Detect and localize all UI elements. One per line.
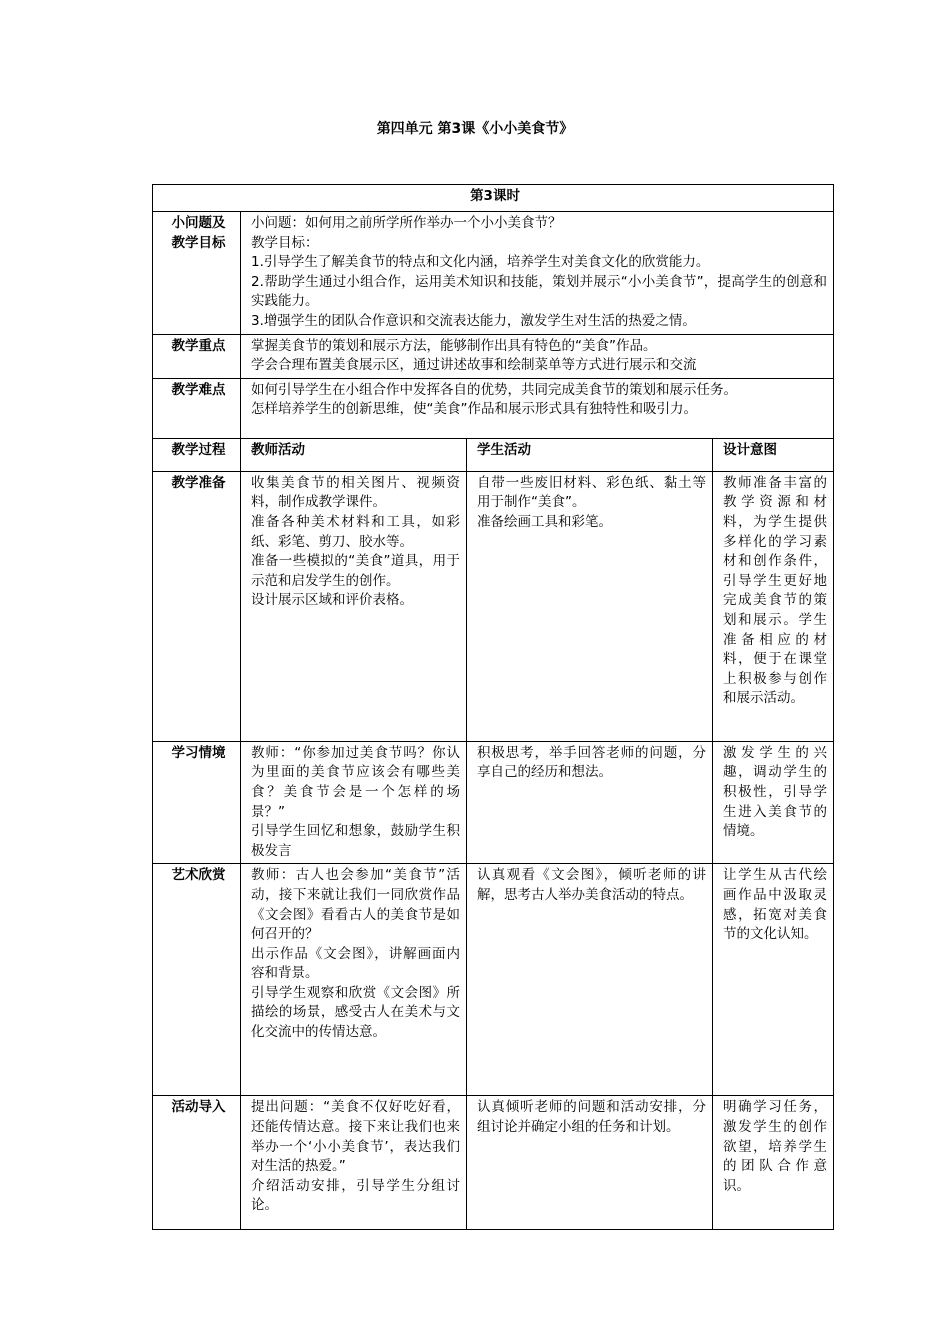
difficulties-content: [241, 378, 834, 438]
introduction-student: [467, 1096, 713, 1230]
paragraph: 介绍活动安排，引导学生分组讨论。: [251, 1177, 460, 1214]
paragraph: 如何引导学生在小组合作中发挥各自的优势，共同完成美食节的策划和展示任务。: [251, 381, 737, 398]
label-line: 教学目标: [171, 234, 226, 251]
paragraph: 3.增强学生的团队合作意识和交流表达能力，激发学生对生活的热爱之情。: [251, 312, 696, 329]
paragraph: 学会合理布置美食展示区，通过讲述故事和绘制菜单等方式进行展示和交流: [251, 357, 697, 374]
paragraph: 怎样培养学生的创新思维，使“美食”作品和展示形式具有独特性和吸引力。: [251, 401, 697, 418]
label-line: 小问题及: [171, 215, 226, 231]
paragraph: 准备绘画工具和彩笔。: [477, 513, 612, 530]
paragraph: 提出问题：“美食不仅好吃好看，还能传情达意。接下来让我们也来举办一个‘小小美食节’，表达我们对生活的热爱。”: [251, 1099, 460, 1175]
paragraph: 明确学习任务，激发学生的创作欲望，培养学生的团队合作意识。: [723, 1099, 828, 1194]
paragraph: 准备一些模拟的“美食”道具，用于示范和启发学生的创作。: [251, 553, 460, 589]
lesson-plan-table: [152, 184, 834, 1230]
key-points-content: [241, 334, 834, 378]
paragraph: 认真倾听老师的问题和活动安排，分组讨论并确定小组的任务和计划。: [477, 1099, 706, 1135]
paragraph: 准备各种美术材料和工具，如彩纸、彩笔、剪刀、胶水等。: [251, 513, 460, 550]
preparation-label: 教学准备: [153, 471, 241, 741]
paragraph: 2.帮助学生通过小组合作，运用美术知识和技能，策划并展示“小小美食节”，提高学生的创意和实践能力。: [251, 273, 828, 310]
page-title: 第四单元 第3课《小小美食节》: [376, 121, 574, 137]
paragraph: 积极思考，举手回答老师的问题，分享自己的经历和想法。: [477, 744, 706, 781]
key-points-row: [153, 334, 834, 378]
appreciation-intent: [713, 864, 834, 1096]
situation-teacher: [241, 741, 467, 864]
paragraph: 收集美食节的相关图片、视频资料，制作成教学课件。: [251, 474, 460, 511]
paragraph: 教师：古人也会参加“美食节”活动，接下来就让我们一同欣赏作品《文会图》看看古人的美食节是如何召开的？: [251, 867, 460, 943]
situation-intent: [713, 741, 834, 864]
key-points-label: 教学重点: [153, 334, 241, 378]
paragraph: 出示作品《文会图》，讲解画面内容和背景。: [251, 945, 460, 982]
paragraph: 认真观看《文会图》，倾听老师的讲解，思考古人举办美食活动的特点。: [477, 867, 706, 903]
introduction-intent: [713, 1096, 834, 1230]
appreciation-label: 艺术欣赏: [153, 864, 241, 1096]
goals-row: [153, 212, 834, 335]
preparation-teacher: [241, 471, 467, 741]
appreciation-row: [153, 864, 834, 1096]
difficulties-row: [153, 378, 834, 438]
process-header-row: [153, 438, 834, 471]
student-activity-header: 学生活动: [467, 438, 713, 471]
introduction-teacher: [241, 1096, 467, 1230]
appreciation-teacher: [241, 864, 467, 1096]
teacher-activity-header: 教师活动: [241, 438, 467, 471]
paragraph: 1.引导学生了解美食节的特点和文化内涵，培养学生对美食文化的欣赏能力。: [251, 254, 710, 271]
situation-label: 学习情境: [153, 741, 241, 864]
paragraph: 引导学生回忆和想象，鼓励学生积极发言: [251, 823, 460, 859]
goals-label: [153, 212, 241, 335]
paragraph: 设计展示区域和评价表格。: [251, 592, 413, 609]
difficulties-label: 教学难点: [153, 378, 241, 438]
preparation-row: [153, 471, 834, 741]
paragraph: 自带一些废旧材料、彩色纸、黏土等用于制作“美食”。: [477, 474, 706, 511]
preparation-student: [467, 471, 713, 741]
goals-content: [241, 212, 834, 335]
paragraph: 小问题：如何用之前所学所作举办一个小小美食节？: [251, 215, 562, 231]
paragraph: 引导学生观察和欣赏《文会图》所描绘的场景，感受古人在美术与文化交流中的传情达意。: [251, 984, 460, 1041]
session-row: [153, 185, 834, 212]
process-label: 教学过程: [153, 438, 241, 471]
paragraph: 激发学生的兴趣，调动学生的积极性，引导学生进入美食节的情境。: [723, 744, 828, 840]
design-intent-header: 设计意图: [713, 438, 834, 471]
paragraph: 教师准备丰富的教学资源和材料，为学生提供多样化的学习素材和创作条件，引导学生更好地完成美食节的策划和展示。学生准备相应的材料，便于在课堂上积极参与创作和展示活动。: [723, 474, 828, 707]
introduction-row: [153, 1096, 834, 1230]
situation-row: [153, 741, 834, 864]
paragraph: 掌握美食节的策划和展示方法，能够制作出具有特色的“美食”作品。: [251, 337, 657, 354]
paragraph: 让学生从古代绘画作品中汲取灵感，拓宽对美食节的文化认知。: [723, 867, 828, 943]
appreciation-student: [467, 864, 713, 1096]
preparation-intent: [713, 471, 834, 741]
paragraph: 教师：“你参加过美食节吗？你认为里面的美食节应该会有哪些美食？美食节会是一个怎样的场景？”: [251, 744, 460, 820]
paragraph: 教学目标：: [251, 234, 319, 251]
introduction-label: 活动导入: [153, 1096, 241, 1230]
session-title: 第3课时: [153, 185, 834, 212]
situation-student: [467, 741, 713, 864]
